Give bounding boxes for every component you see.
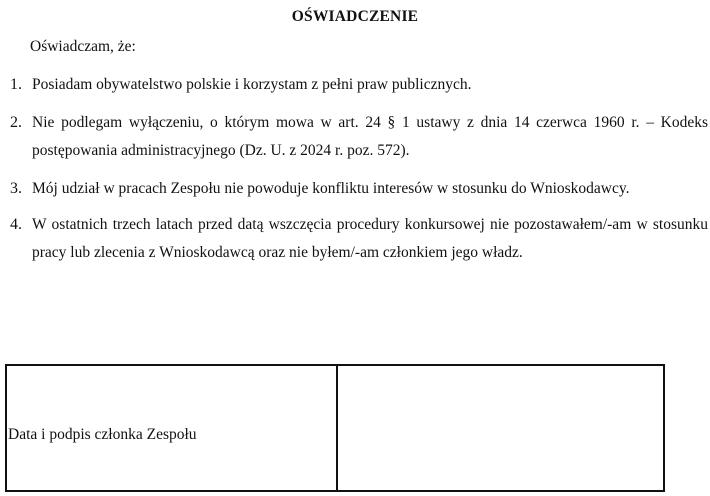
list-item-text: Mój udział w pracach Zespołu nie powoduje konfliktu interesów w stosunku do Wnioskodawcy. (32, 180, 630, 197)
list-item-number: 4. (10, 216, 22, 233)
signature-field[interactable] (338, 366, 663, 490)
signature-label-cell (7, 366, 338, 490)
document-title: OŚWIADCZENIE (291, 8, 419, 25)
list-item-text: W ostatnich trzech latach przed datą wszczęcia procedury konkursowej nie pozostawałem/-am w stosunku pracy lub zlecenia z Wnioskodawcą oraz nie byłem/-am członkiem jego władz. (32, 216, 708, 261)
list-item-text: Nie podlegam wyłączeniu, o którym mowa w art. 24 § 1 ustawy z dnia 14 czerwca 1960 r. – Kodeks postępowania administracyjnego (Dz. U. z 2024 r. poz. 572). (32, 114, 708, 159)
list-item (10, 211, 708, 267)
signature-table (5, 364, 665, 492)
list-item (10, 109, 708, 165)
list-item (10, 71, 708, 99)
intro-text: Oświadczam, że: (30, 38, 136, 55)
list-item-number: 1. (10, 76, 22, 93)
signature-label: Data i podpis członka Zespołu (8, 426, 197, 443)
list-item-number: 2. (10, 114, 22, 131)
list-item-text: Posiadam obywatelstwo polskie i korzystam z pełni praw publicznych. (32, 76, 472, 93)
list-item (10, 175, 708, 203)
list-item-number: 3. (10, 180, 22, 197)
